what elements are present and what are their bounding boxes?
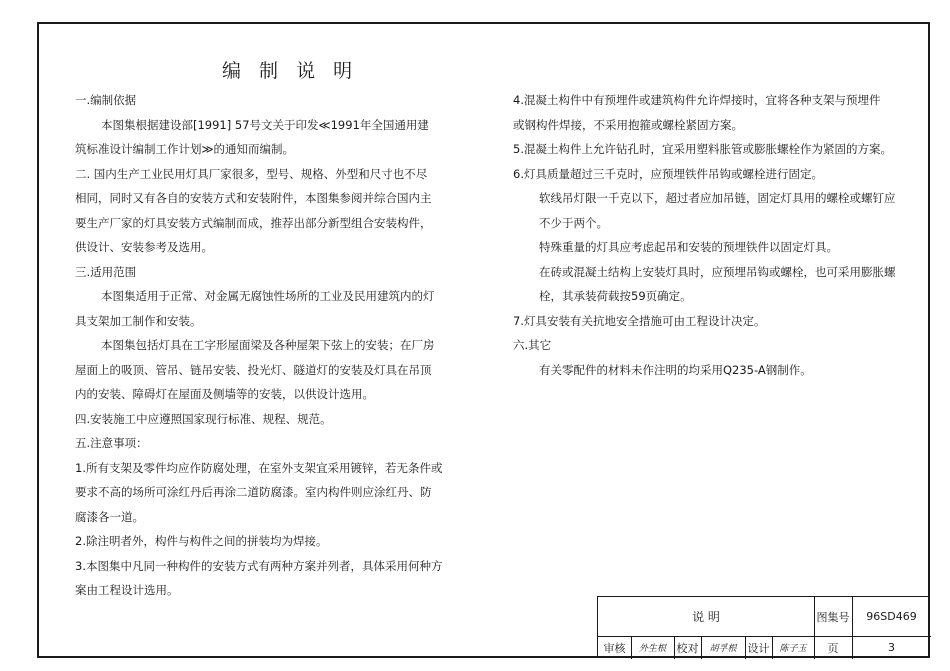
text-line: 一.编制依据 xyxy=(75,93,137,107)
page-number: 3 xyxy=(888,641,895,654)
atlas-number-label: 图集号 xyxy=(816,610,850,624)
text-line: 相同，同时又有各自的安装方式和安装附件，本图集参阅并综合国内主 xyxy=(75,191,432,205)
text-line: 3.本图集中凡同一种构件的安装方式有两种方案并列者，具体采用何种方 xyxy=(75,558,443,573)
text-line: 筑标准设计编制工作计划≫的通知而编制。 xyxy=(75,142,295,156)
text-line: 软线吊灯限一千克以下，超过者应加吊链，固定灯具用的螺栓或螺钉应 xyxy=(539,191,896,205)
review-label: 审核 xyxy=(603,641,626,655)
left-column xyxy=(75,88,470,603)
text-line: 本图集根据建设部[1991] 57号文关于印发≪1991年全国通用建 xyxy=(101,117,429,132)
page-label: 页 xyxy=(827,641,839,655)
text-line: 要求不高的场所可涂红丹后再涂二道防腐漆。室内构件则应涂红丹、防 xyxy=(75,485,432,499)
text-line: 内的安装、障碍灯在屋面及侧墙等的安装，以供设计选用。 xyxy=(75,387,374,401)
title-block xyxy=(597,596,930,658)
text-line: 5.混凝土构件上允许钻孔时，宜采用塑料胀管或膨胀螺栓作为紧固的方案。 xyxy=(513,142,892,156)
text-line: 六.其它 xyxy=(513,338,552,352)
design-label: 设计 xyxy=(747,641,770,655)
drawing-name: 说 明 xyxy=(692,610,720,624)
atlas-number: 96SD469 xyxy=(866,610,917,623)
text-line: 本图集适用于正常、对金属无腐蚀性场所的工业及民用建筑内的灯 xyxy=(101,289,435,303)
text-line: 供设计、安装参考及选用。 xyxy=(75,240,213,254)
text-line: 2.除注明者外，构件与构件之间的拼装均为焊接。 xyxy=(75,534,328,548)
review-signature: 外生根 xyxy=(638,644,666,654)
text-line: 二. 国内生产工业民用灯具厂家很多，型号、规格、外型和尺寸也不尽 xyxy=(75,166,428,181)
text-line: 五.注意事项： xyxy=(75,436,148,450)
text-line: 腐漆各一道。 xyxy=(75,509,144,524)
text-line: 1.所有支架及零件均应作防腐处理，在室外支架宜采用镀锌，若无条件或 xyxy=(75,460,443,475)
page-title: 编 制 说 明 xyxy=(222,60,359,82)
check-label: 校对 xyxy=(676,641,699,655)
text-line: 6.灯具质量超过三千克时，应预埋铁件吊钩或螺栓进行固定。 xyxy=(513,166,823,181)
check-signature: 胡孚根 xyxy=(709,644,737,654)
text-line: 要生产厂家的灯具安装方式编制而成，推荐出部分新型组合安装构件， xyxy=(75,215,432,230)
text-line: 或钢构件焊接，不采用抱箍或螺栓紧固方案。 xyxy=(513,117,743,132)
text-line: 特殊重量的灯具应考虑起吊和安装的预埋铁件以固定灯具。 xyxy=(539,240,838,254)
text-line: 有关零配件的材料未作注明的均采用Q235-A钢制作。 xyxy=(539,362,812,377)
text-line: 4.混凝土构件中有预埋件或建筑构件允许焊接时，宜将各种支架与预埋件 xyxy=(513,93,881,107)
design-signature: 陈子玉 xyxy=(779,644,807,654)
text-line: 在砖或混凝土结构上安装灯具时，应预埋吊钩或螺栓，也可采用膨胀螺 xyxy=(539,264,896,279)
text-line: 栓，其承装荷载按59页确定。 xyxy=(539,289,692,303)
text-line: 不少于两个。 xyxy=(539,215,608,230)
text-line: 案由工程设计选用。 xyxy=(75,583,179,597)
text-line: 7.灯具安装有关抗地安全措施可由工程设计决定。 xyxy=(513,313,766,328)
text-line: 具支架加工制作和安装。 xyxy=(75,313,202,328)
text-line: 四.安装施工中应遵照国家现行标准、规程、规范。 xyxy=(75,411,332,426)
text-line: 本图集包括灯具在工字形屋面梁及各种屋架下弦上的安装；在厂房 xyxy=(101,338,435,352)
right-column xyxy=(513,88,903,382)
text-line: 三.适用范围 xyxy=(75,264,137,279)
text-line: 屋面上的吸顶、管吊、链吊安装、投光灯、隧道灯的安装及灯具在吊顶 xyxy=(75,362,432,377)
